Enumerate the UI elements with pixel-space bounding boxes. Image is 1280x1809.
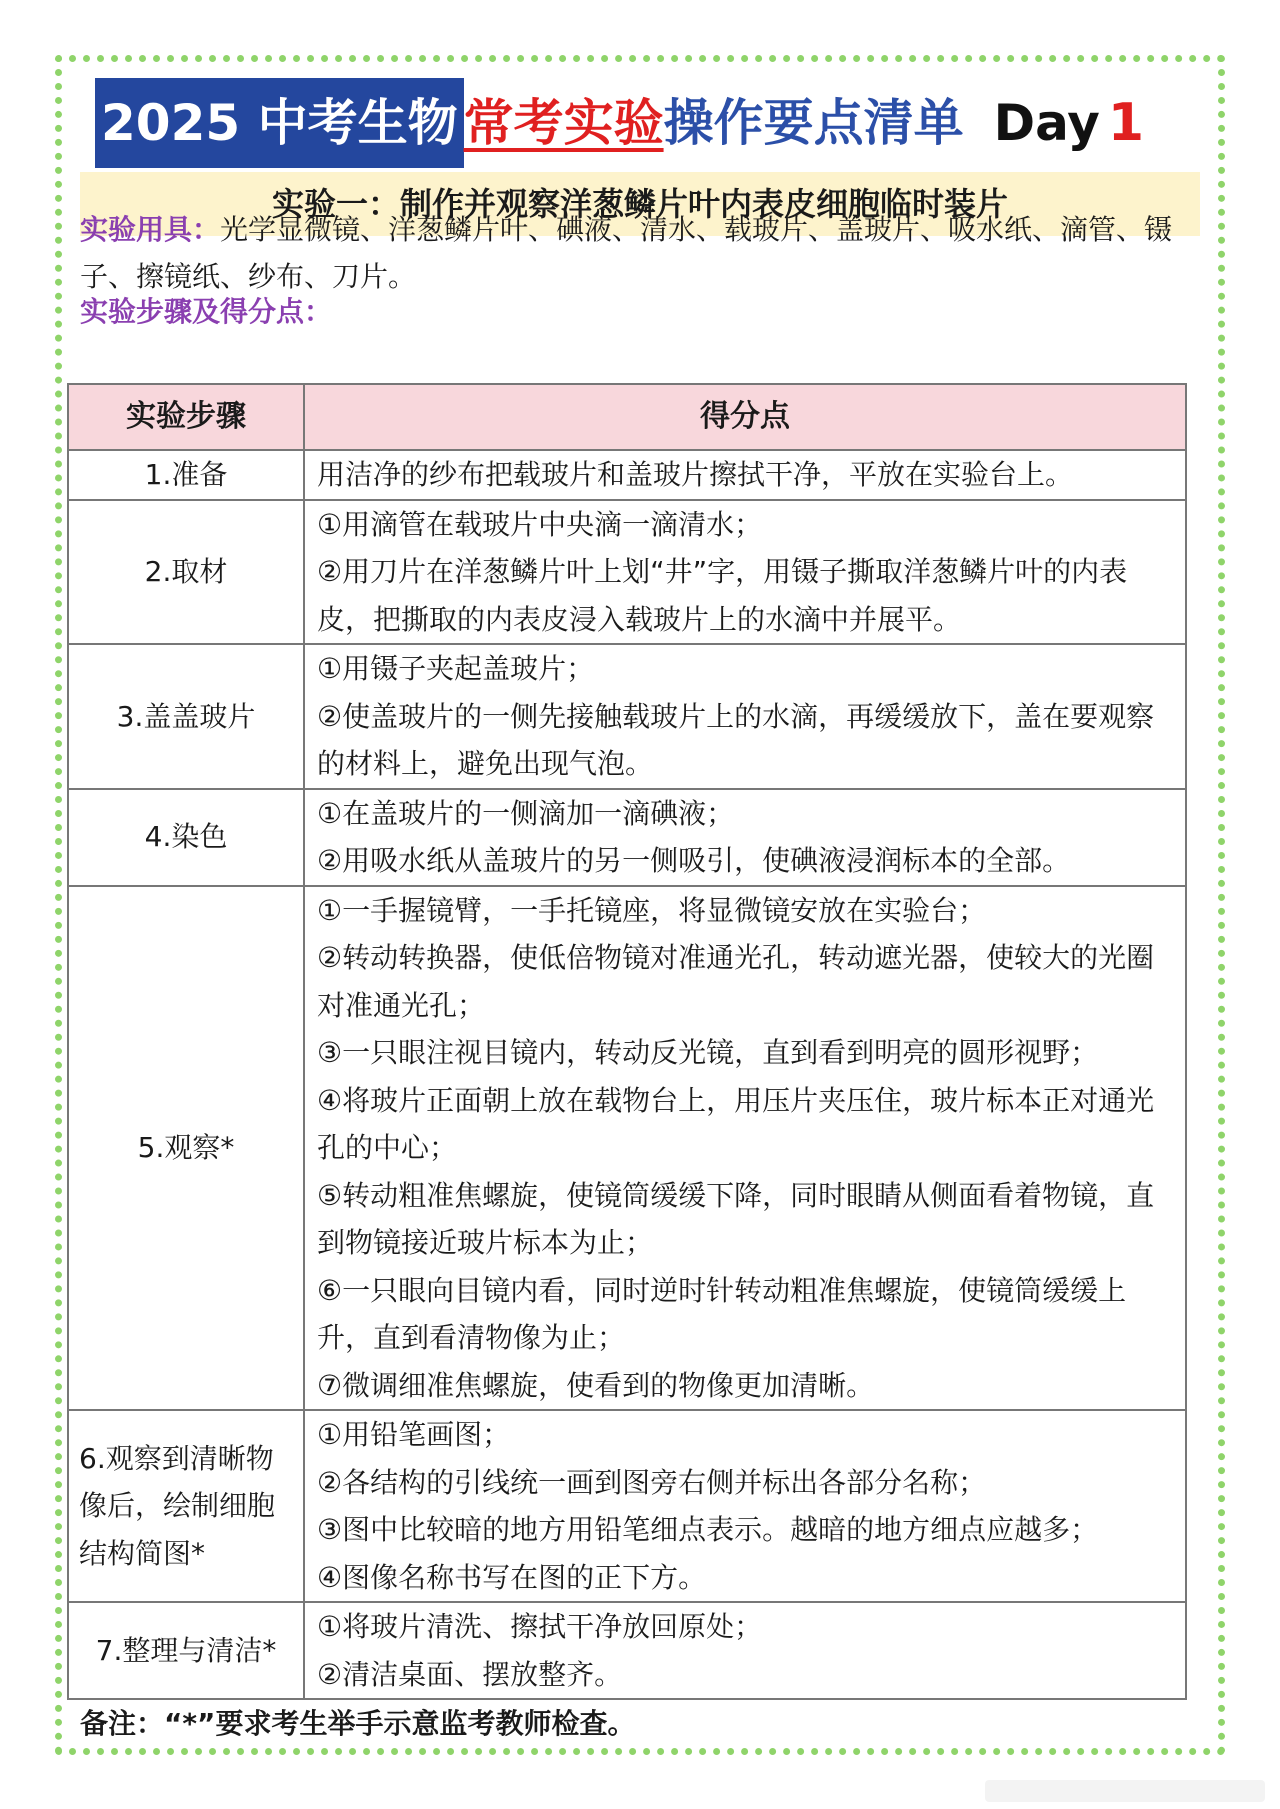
point-line: ⑤转动粗准焦螺旋，使镜筒缓缓下降，同时眼睛从侧面看着物镜，直到物镜接近玻片标本为止； [317, 1178, 1155, 1259]
point-line: ①用滴管在载玻片中央滴一滴清水； [317, 507, 763, 541]
point-line: ④将玻片正面朝上放在载物台上，用压片夹压住，玻片标本正对通光孔的中心； [317, 1083, 1155, 1164]
steps-table [67, 383, 1187, 1700]
table-row [68, 1410, 1186, 1602]
steps-heading: 实验步骤及得分点： [80, 295, 333, 328]
point-line: ②清洁桌面、摆放整齐。 [317, 1657, 623, 1691]
header-step: 实验步骤 [68, 384, 304, 450]
point-line: ①用镊子夹起盖玻片； [317, 652, 595, 685]
point-line: ①将玻片清洗、擦拭干净放回原处； [317, 1610, 763, 1643]
watermark-bar [985, 1780, 1265, 1802]
table-row [68, 886, 1186, 1411]
header-points: 得分点 [304, 384, 1186, 450]
equipment-paragraph [80, 206, 1210, 300]
table-row [68, 450, 1186, 500]
step-name: 3.盖盖玻片 [68, 644, 304, 789]
point-line: ③一只眼注视目镜内，转动反光镜，直到看到明亮的圆形视野； [317, 1036, 1099, 1069]
step-points [304, 500, 1186, 645]
point-line: ②各结构的引线统一画到图旁右侧并标出各部分名称； [317, 1465, 987, 1499]
point-line: ②用刀片在洋葱鳞片叶上划“井”字，用镊子撕取洋葱鳞片叶的内表皮，把撕取的内表皮浸入载玻片上的水滴中并展平。 [317, 555, 1128, 636]
point-line: ②使盖玻片的一侧先接触载玻片上的水滴，再缓缓放下，盖在要观察的材料上，避免出现气泡。 [317, 699, 1155, 780]
point-line: ①一手握镜臂，一手托镜座，将显微镜安放在实验台； [317, 893, 987, 927]
step-points [304, 450, 1186, 500]
title-blue-text: 操作要点清单 [663, 94, 964, 152]
point-line: ②用吸水纸从盖玻片的另一侧吸引，使碘液浸润标本的全部。 [317, 844, 1071, 877]
table-row [68, 789, 1186, 886]
step-points [304, 1410, 1186, 1602]
step-points [304, 1602, 1186, 1699]
title-day-label: Day [993, 94, 1100, 152]
step-name: 5.观察* [68, 886, 304, 1411]
point-line: ④图像名称书写在图的正下方。 [317, 1560, 707, 1594]
step-points [304, 644, 1186, 789]
equipment-text: 光学显微镜、洋葱鳞片叶、碘液、清水、载玻片、盖玻片、吸水纸、滴管、镊子、擦镜纸、纱布、刀片。 [80, 213, 1173, 293]
step-points [304, 789, 1186, 886]
title-red-text: 常考实验 [463, 94, 664, 152]
step-points [304, 886, 1186, 1411]
step-name: 1.准备 [68, 450, 304, 500]
step-name: 6.观察到清晰物像后，绘制细胞结构简图* [68, 1410, 304, 1602]
point-line: 用洁净的纱布把载玻片和盖玻片擦拭干净，平放在实验台上。 [317, 458, 1074, 491]
point-line: ⑦微调细准焦螺旋，使看到的物像更加清晰。 [317, 1368, 875, 1402]
point-line: ②转动转换器，使低倍物镜对准通光孔，转动遮光器，使较大的光圈对准通光孔； [317, 941, 1155, 1022]
step-name: 2.取材 [68, 500, 304, 645]
point-line: ①在盖玻片的一侧滴加一滴碘液； [317, 796, 735, 830]
equipment-label: 实验用具： [80, 213, 221, 246]
step-name: 4.染色 [68, 789, 304, 886]
table-row [68, 500, 1186, 645]
point-line: ⑥一只眼向目镜内看，同时逆时针转动粗准焦螺旋，使镜筒缓缓上升，直到看清物像为止； [317, 1273, 1127, 1354]
table-row [68, 644, 1186, 789]
point-line: ③图中比较暗的地方用铅笔细点表示。越暗的地方细点应越多； [317, 1513, 1099, 1546]
page-title [95, 78, 1195, 168]
point-line: ①用铅笔画图； [317, 1418, 511, 1451]
step-name: 7.整理与清洁* [68, 1602, 304, 1699]
title-highlight-box: 2025 中考生物 [95, 78, 464, 168]
title-day-number: 1 [1107, 93, 1145, 153]
experiment-title: 实验一：制作并观察洋葱鳞片叶内表皮细胞临时装片 [80, 172, 1200, 236]
table-header-row [68, 384, 1186, 450]
footnote: 备注：“*”要求考生举手示意监考教师检查。 [80, 1707, 636, 1740]
table-row [68, 1602, 1186, 1699]
